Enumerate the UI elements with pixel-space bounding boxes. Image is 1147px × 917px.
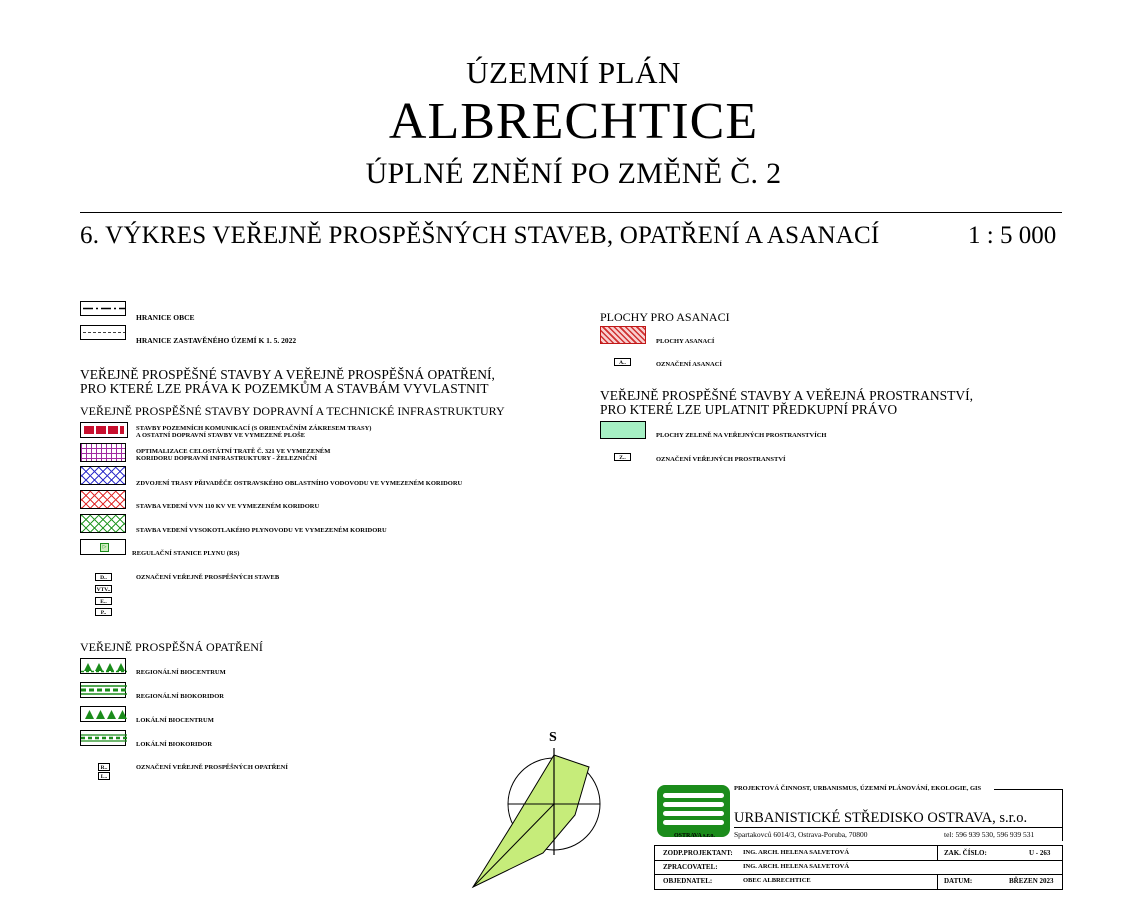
public-green-label: PLOCHY ZELENĚ NA VEŘEJNÝCH PROSTRANSTVÍCH bbox=[656, 432, 827, 439]
company-phone: tel: 596 939 530, 596 939 531 bbox=[944, 830, 1035, 839]
gas-station-label: REGULAČNÍ STANICE PLYNU (RS) bbox=[132, 550, 240, 557]
road-label-line1: STAVBY POZEMNÍCH KOMUNIKACÍ (S ORIENTAČNÍM ZÁKRESEM TRASY) bbox=[136, 425, 372, 432]
regional-biocorridor-symbol bbox=[80, 682, 126, 698]
asanace-code-label: OZNAČENÍ ASANACÍ bbox=[656, 361, 722, 368]
row1-label: ZODP.PROJEKTANT: bbox=[663, 849, 733, 857]
regional-biocentre-label: REGIONÁLNÍ BIOCENTRUM bbox=[136, 669, 226, 676]
asanace-code-box: A.. bbox=[614, 358, 631, 366]
row3-label: OBJEDNATEL: bbox=[663, 877, 713, 885]
code-vtv-box: VTV.. bbox=[96, 587, 111, 593]
heading-preemption-line1: VEŘEJNĚ PROSPĚŠNÉ STAVBY A VEŘEJNÁ PROSTRANSTVÍ, bbox=[600, 388, 973, 403]
local-biocentre-symbol bbox=[80, 706, 126, 722]
municipal-boundary-label: HRANICE OBCE bbox=[136, 313, 195, 322]
road-label-line2: A OSTATNÍ DOPRAVNÍ STAVBY VE VYMEZENÉ PLOŠE bbox=[136, 432, 306, 439]
heading-asanace: PLOCHY PRO ASANACI bbox=[600, 310, 730, 324]
company-name: URBANISTICKÉ STŘEDISKO OSTRAVA, s.r.o. bbox=[734, 810, 1028, 826]
code-r-box: R.. bbox=[98, 763, 110, 771]
title-block-right-rule bbox=[1062, 789, 1063, 841]
gas-pipeline-symbol bbox=[80, 514, 126, 533]
public-space-code-label: OZNAČENÍ VEŘEJNÝCH PROSTRANSTVÍ bbox=[656, 456, 786, 463]
code-l-box: L.. bbox=[98, 772, 110, 780]
public-space-code-box: Z.. bbox=[614, 453, 631, 461]
construction-codes-label: OZNAČENÍ VEŘEJNĚ PROSPĚŠNÝCH STAVEB bbox=[136, 574, 280, 581]
heading-expropriation-line2: PRO KTERÉ LZE PRÁVA K POZEMKŮM A STAVBÁM VYVLASTNIT bbox=[80, 381, 489, 396]
heading-preemption-line2: PRO KTERÉ LZE UPLATNIT PŘEDKUPNÍ PRÁVO bbox=[600, 402, 898, 417]
heading-measures: VEŘEJNĚ PROSPĚŠNÁ OPATŘENÍ bbox=[80, 640, 263, 654]
public-green-symbol bbox=[600, 421, 646, 439]
road-symbol bbox=[81, 423, 127, 437]
local-biocentre-label: LOKÁLNÍ BIOCENTRUM bbox=[136, 717, 214, 724]
measure-codes-label: OZNAČENÍ VEŘEJNĚ PROSPĚŠNÝCH OPATŘENÍ bbox=[136, 764, 288, 771]
gas-station-symbol: ▷ bbox=[80, 539, 126, 555]
railway-label-line1: OPTIMALIZACE CELOSTÁTNÍ TRATĚ Č. 321 VE VYMEZENÉM bbox=[136, 448, 331, 455]
asanace-symbol bbox=[600, 326, 646, 344]
drawing-scale: 1 : 5 000 bbox=[968, 222, 1057, 249]
row3-key-value: BŘEZEN 2023 bbox=[1009, 877, 1054, 885]
row3-key: DATUM: bbox=[944, 877, 973, 885]
north-arrow-icon bbox=[465, 745, 615, 895]
company-address: Spartakovců 6014/3, Ostrava-Poruba, 70800 bbox=[734, 830, 868, 839]
logo-text: OSTRAVA s.r.o. bbox=[674, 833, 715, 839]
row1-key-value: U - 263 bbox=[1029, 849, 1051, 857]
plan-type-title: ÚZEMNÍ PLÁN bbox=[466, 55, 681, 90]
built-up-boundary-symbol bbox=[80, 325, 126, 340]
regional-biocorridor-label: REGIONÁLNÍ BIOKORIDOR bbox=[136, 693, 224, 700]
title-block-table bbox=[654, 845, 1063, 890]
row3-value: OBEC ALBRECHTICE bbox=[743, 877, 811, 884]
title-block bbox=[654, 782, 1063, 890]
railway-label-line2: KORIDORU DOPRAVNÍ INFRASTRUKTURY - ŽELEZNIČNÍ bbox=[136, 455, 318, 462]
asanace-label: PLOCHY ASANACÍ bbox=[656, 338, 715, 345]
water-main-label: ZDVOJENÍ TRASY PŘIVADĚČE OSTRAVSKÉHO OBLASTNÍHO VODOVODU VE VYMEZENÉM KORIDORU bbox=[136, 480, 463, 487]
municipality-title: ALBRECHTICE bbox=[388, 93, 759, 150]
gas-pipeline-label: STAVBA VEDENÍ VYSOKOTLAKÉHO PLYNOVODU VE VYMEZENÉM KORIDORU bbox=[136, 527, 387, 534]
company-logo bbox=[657, 785, 730, 837]
code-e-box: E.. bbox=[95, 597, 112, 605]
code-d-box: D.. bbox=[95, 573, 112, 581]
north-arrow-label: S bbox=[549, 730, 557, 745]
built-up-boundary-label: HRANICE ZASTAVĚNÉHO ÚZEMÍ K 1. 5. 2022 bbox=[136, 336, 297, 345]
version-title: ÚPLNÉ ZNĚNÍ PO ZMĚNĚ Č. 2 bbox=[365, 157, 782, 190]
row2-value: ING. ARCH. HELENA SALVETOVÁ bbox=[743, 863, 850, 870]
activities-rule bbox=[994, 789, 1063, 790]
company-rule bbox=[734, 827, 1063, 828]
water-main-symbol bbox=[80, 466, 126, 485]
company-activities: PROJEKTOVÁ ČINNOST, URBANISMUS, ÚZEMNÍ PLÁNOVÁNÍ, EKOLOGIE, GIS bbox=[734, 785, 982, 792]
heading-expropriation-line1: VEŘEJNĚ PROSPĚŠNÉ STAVBY A VEŘEJNĚ PROSPĚŠNÁ OPATŘENÍ, bbox=[80, 367, 495, 382]
code-p-box: P.. bbox=[95, 608, 112, 616]
regional-biocentre-symbol bbox=[80, 658, 126, 674]
power-line-label: STAVBA VEDENÍ VVN 110 KV VE VYMEZENÉM KORIDORU bbox=[136, 503, 320, 510]
railway-corridor-symbol bbox=[80, 443, 126, 462]
municipal-boundary-symbol bbox=[80, 301, 126, 316]
row1-key: ZAK. ČÍSLO: bbox=[944, 849, 987, 857]
row2-label: ZPRACOVATEL: bbox=[663, 863, 718, 871]
drawing-title: 6. VÝKRES VEŘEJNĚ PROSPĚŠNÝCH STAVEB, OPATŘENÍ A ASANACÍ bbox=[80, 222, 880, 249]
row1-value: ING. ARCH. HELENA SALVETOVÁ bbox=[743, 849, 850, 856]
local-biocorridor-label: LOKÁLNÍ BIOKORIDOR bbox=[136, 741, 213, 748]
header-divider bbox=[80, 212, 1062, 213]
power-line-symbol bbox=[80, 490, 126, 509]
local-biocorridor-symbol bbox=[80, 730, 126, 746]
heading-infrastructure: VEŘEJNĚ PROSPĚŠNÉ STAVBY DOPRAVNÍ A TECHNICKÉ INFRASTRUKTURY bbox=[80, 404, 505, 418]
